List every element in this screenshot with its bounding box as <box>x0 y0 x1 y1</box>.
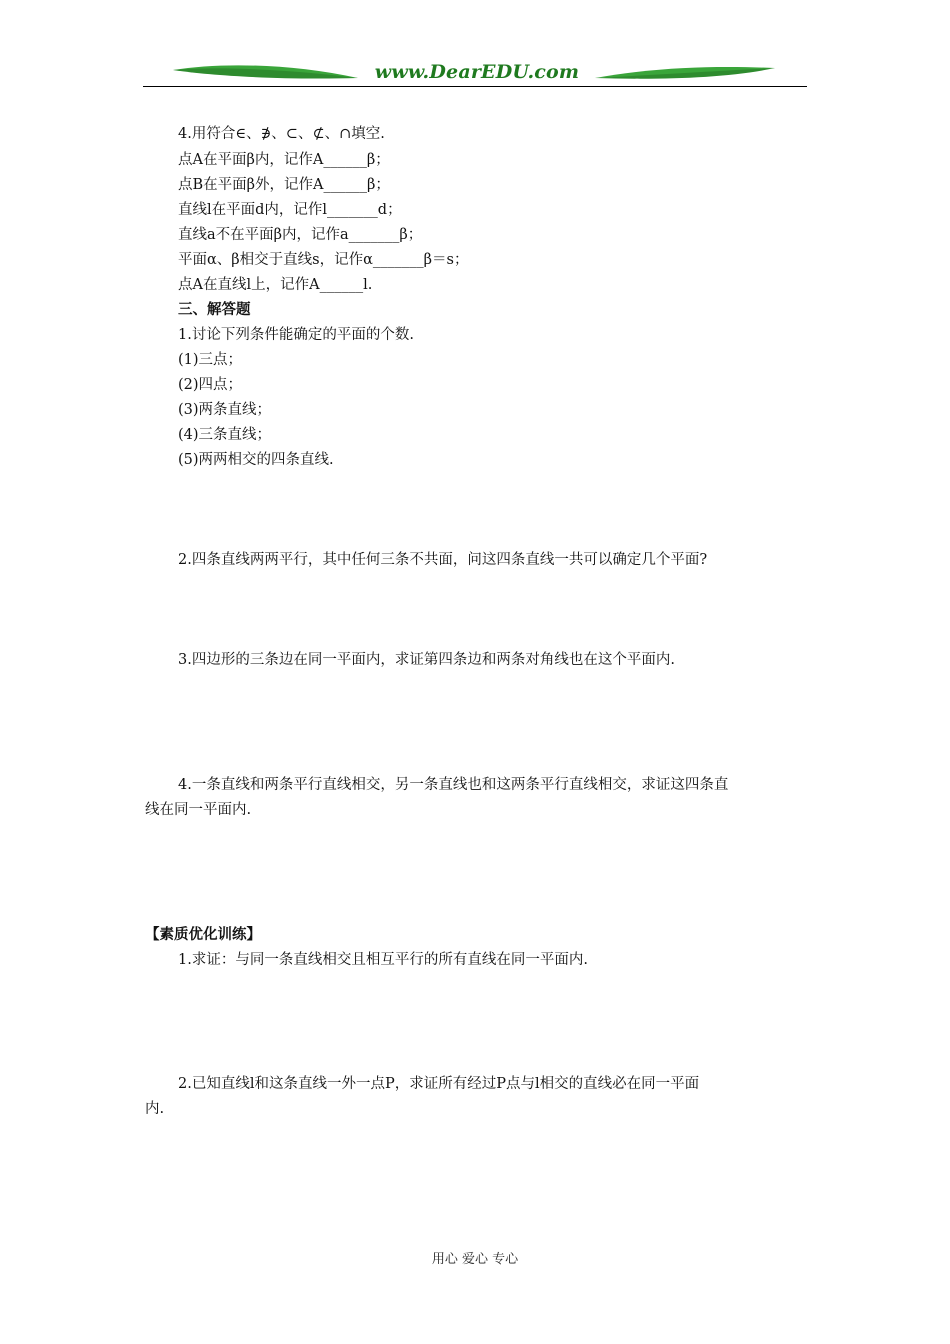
question-4: 4.一条直线和两条平行直线相交，另一条直线也和这两条平行直线相交，求证这四条直 <box>178 777 729 793</box>
section-heading: 【素质优化训练】 <box>145 926 261 943</box>
question-1: 1.讨论下列条件能确定的平面的个数. <box>178 327 414 343</box>
page-footer: 用心 爱心 专心 <box>431 1252 519 1267</box>
question-1-item: (4)三条直线； <box>178 427 272 443</box>
fill-in-item: 平面α、β相交于直线s，记作α_______β＝s； <box>178 252 469 268</box>
question-3: 3.四边形的三条边在同一平面内，求证第四条边和两条对角线也在这个平面内. <box>178 652 675 668</box>
fill-in-item: 点B在平面β外，记作A______β； <box>178 177 390 193</box>
site-logo-text: www.DearEDU.com <box>374 61 580 83</box>
training-question-2: 2.已知直线l和这条直线一外一点P，求证所有经过P点与l相交的直线必在同一平面 <box>178 1076 700 1092</box>
question-1-item: (5)两两相交的四条直线. <box>178 452 334 468</box>
section-heading: 三、解答题 <box>178 301 251 318</box>
fill-in-question-4: 4.用符合∈、∌、⊂、⊄、∩填空. <box>178 126 385 142</box>
fill-in-item: 直线a不在平面β内，记作a_______β； <box>178 227 423 243</box>
fill-in-item: 点A在平面β内，记作A______β； <box>178 152 390 168</box>
fill-in-item: 点A在直线l上，记作A______l. <box>178 277 373 293</box>
header-rule <box>143 86 807 87</box>
question-1-item: (2)四点； <box>178 377 243 393</box>
question-1-item: (3)两条直线； <box>178 402 272 418</box>
training-question-1: 1.求证：与同一条直线相交且相互平行的所有直线在同一平面内. <box>178 952 588 968</box>
question-4-continued: 线在同一平面内. <box>145 802 252 818</box>
fill-in-item: 直线l在平面d内，记作l_______d； <box>178 202 402 218</box>
question-1-item: (1)三点； <box>178 352 243 368</box>
training-question-2-continued: 内. <box>145 1101 165 1117</box>
question-2: 2.四条直线两两平行，其中任何三条不共面，问这四条直线一共可以确定几个平面? <box>178 552 708 568</box>
